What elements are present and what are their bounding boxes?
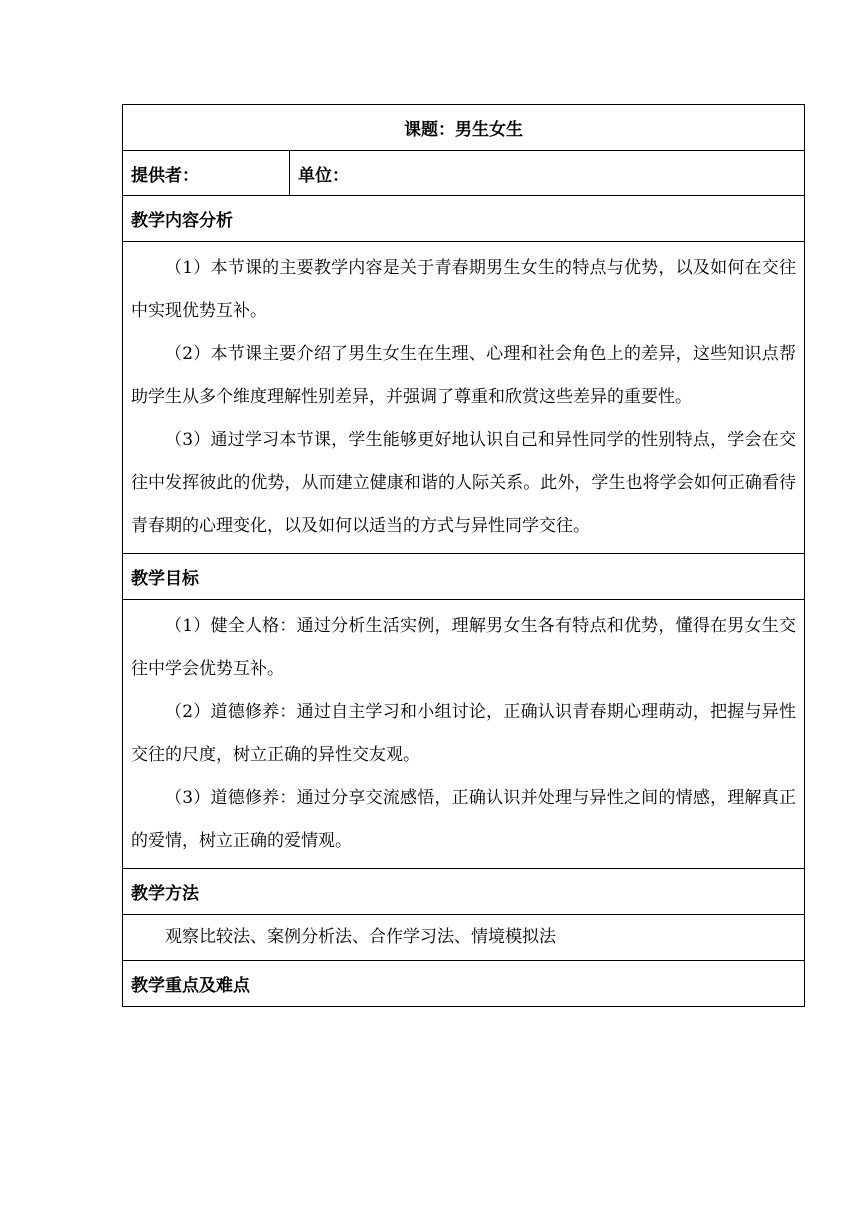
key-points-heading-row	[123, 961, 805, 1007]
objective-paragraph: （3）道德修养：通过分享交流感悟，正确认识并处理与异性之间的情感，理解真正的爱情，树立正确的爱情观。	[131, 788, 796, 851]
methods-heading: 教学方法	[123, 869, 805, 915]
objectives-body	[123, 600, 805, 869]
lesson-plan-table	[122, 104, 805, 1007]
lesson-title: 课题：男生女生	[123, 105, 805, 151]
provider-label: 提供者：	[123, 151, 290, 196]
key-points-heading: 教学重点及难点	[123, 961, 805, 1007]
content-analysis-paragraph: （2）本节课主要介绍了男生女生在生理、心理和社会角色上的差异，这些知识点帮助学生从多个维度理解性别差异，并强调了尊重和欣赏这些差异的重要性。	[131, 344, 796, 407]
content-analysis-heading: 教学内容分析	[123, 196, 805, 242]
content-analysis-body	[123, 242, 805, 554]
objective-paragraph: （2）道德修养：通过自主学习和小组讨论，正确认识青春期心理萌动，把握与异性交往的尺度，树立正确的异性交友观。	[131, 702, 796, 765]
provider-row	[123, 151, 805, 196]
objective-paragraph: （1）健全人格：通过分析生活实例，理解男女生各有特点和优势，懂得在男女生交往中学会优势互补。	[131, 616, 796, 679]
methods-text: 观察比较法、案例分析法、合作学习法、情境模拟法	[165, 927, 556, 947]
objectives-body-row	[123, 600, 805, 869]
methods-heading-row	[123, 869, 805, 915]
objectives-heading: 教学目标	[123, 554, 805, 600]
methods-body	[123, 915, 805, 961]
content-analysis-body-row	[123, 242, 805, 554]
objectives-heading-row	[123, 554, 805, 600]
content-analysis-paragraph: （1）本节课的主要教学内容是关于青春期男生女生的特点与优势，以及如何在交往中实现优势互补。	[131, 258, 796, 321]
title-row	[123, 105, 805, 151]
content-analysis-paragraph: （3）通过学习本节课，学生能够更好地认识自己和异性同学的性别特点，学会在交往中发挥彼此的优势，从而建立健康和谐的人际关系。此外，学生也将学会如何正确看待青春期的心理变化，以及如何以适当的方式与异性同学交往。	[131, 430, 796, 536]
methods-body-row	[123, 915, 805, 961]
content-analysis-heading-row	[123, 196, 805, 242]
unit-label: 单位：	[290, 151, 805, 196]
